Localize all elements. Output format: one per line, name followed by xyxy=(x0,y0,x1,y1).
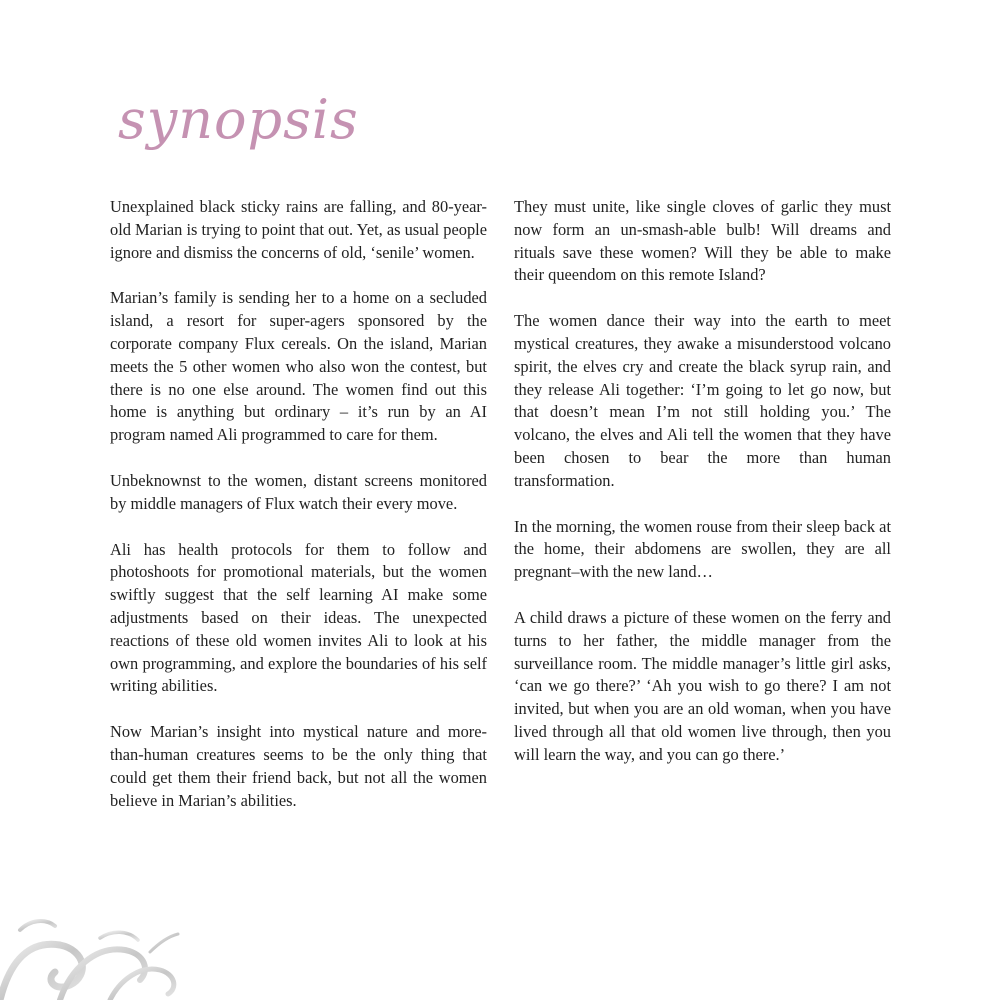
paragraph: Now Marian’s insight into mystical nature and more-than-human creatures seems to be the only thing that could get them their friend back, but not all the women believe in Marian’s abilities. xyxy=(110,722,487,810)
paragraph: They must unite, like single cloves of garlic they must now form an un-smash-able bulb! Will dreams and rituals save these women? Will they be able to make their queendom on this remote Island? xyxy=(514,197,891,285)
decorative-swirl-icon xyxy=(0,890,200,1000)
paragraph: The women dance their way into the earth to meet mystical creatures, they awake a misunderstood volcano spirit, the elves cry and create the black syrup rain, and they release Ali together: ‘I’m going to let go now, but that doesn’t mean I’m not still holding you.’ The volcano, the elves and Ali tell the women that they have been chosen to bear the more than human transformation. xyxy=(514,311,891,490)
left-column xyxy=(110,196,487,835)
paragraph: Unexplained black sticky rains are falling, and 80-year-old Marian is trying to point that out. Yet, as usual people ignore and dismiss the concerns of old, ‘senile’ women. xyxy=(110,197,487,262)
page-title: synopsis xyxy=(118,88,359,151)
paragraph: A child draws a picture of these women on the ferry and turns to her father, the middle manager from the surveillance room. The middle manager’s little girl asks, ‘can we go there?’ ‘Ah you wish to go there? I am not invited, but when you are an old woman, when you have lived through all that old women live through, then you will learn the way, and you can go there.’ xyxy=(514,607,891,764)
paragraph: Marian’s family is sending her to a home on a secluded island, a resort for super-agers sponsored by the corporate company Flux cereals. On the island, Marian meets the 5 other women who also won the contest, but there is no one else around. The women find out this home is anything but ordinary – it’s run by an AI program named Ali programmed to care for them. xyxy=(110,288,487,445)
paragraph: In the morning, the women rouse from their sleep back at the home, their abdomens are swollen, they are all pregnant–with the new land… xyxy=(514,516,891,582)
paragraph: Ali has health protocols for them to follow and photoshoots for promotional materials, but the women swiftly suggest that the self learning AI make some adjustments based on their ideas. The unexpected reactions of these old women invites Ali to look at his own programming, and explore the boundaries of his self writing abilities. xyxy=(110,539,487,696)
right-column xyxy=(514,196,891,790)
paragraph: Unbeknownst to the women, distant screens monitored by middle managers of Flux watch their every move. xyxy=(110,470,487,513)
